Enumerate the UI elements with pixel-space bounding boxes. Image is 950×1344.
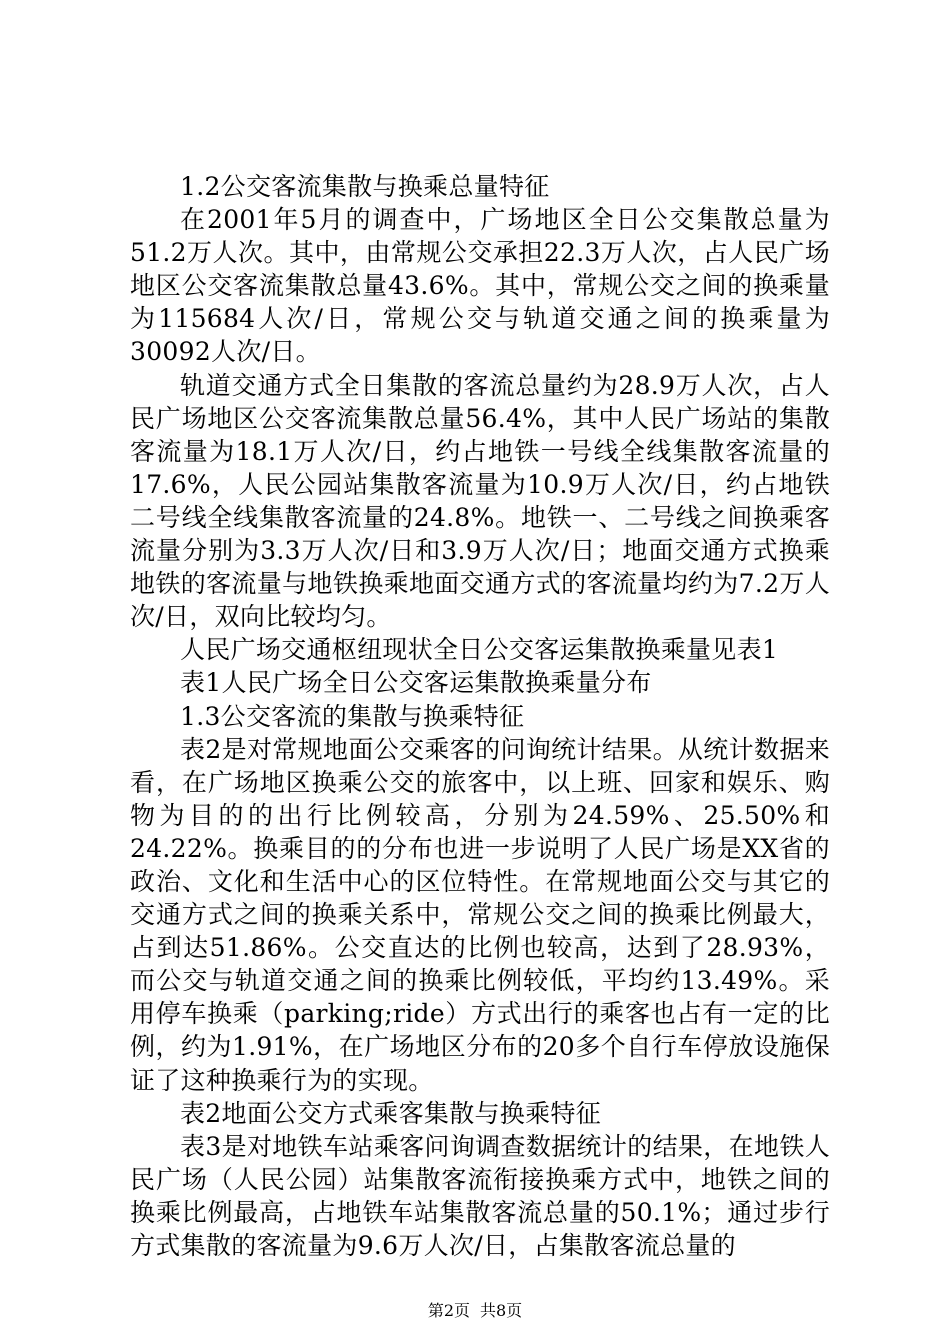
page-total: 共8页 — [480, 1301, 523, 1320]
paragraph: 表3是对地铁车站乘客问询调查数据统计的结果，在地铁人民广场（人民公园）站集散客流衔接换乘方式中，地铁之间的换乘比例最高，占地铁车站集散客流总量的50.1%；通过步行方式集散的客流量为9.6万人次/日，占集散客流总量的 — [130, 1131, 830, 1260]
document-body — [130, 170, 830, 1262]
table-caption: 表1人民广场全日公交客运集散换乘量分布 — [180, 668, 652, 698]
section-heading: 1.3公交客流的集散与换乘特征 — [180, 701, 525, 731]
page-footer — [0, 1298, 950, 1321]
page-number: 第2页 — [427, 1301, 470, 1320]
section-heading: 1.2公交客流集散与换乘总量特征 — [180, 172, 550, 201]
paragraph: 人民广场交通枢纽现状全日公交客运集散换乘量见表1 — [180, 635, 779, 665]
paragraph: 在2001年5月的调查中，广场地区全日公交集散总量为51.2万人次。其中，由常规公交承担22.3万人次，占人民广场地区公交客流集散总量43.6%。其中，常规公交之间的换乘量为115684人次/日，常规公交与轨道交通之间的换乘量为30092人次/日。 — [130, 205, 830, 367]
table-caption: 表2地面公交方式乘客集散与换乘特征 — [180, 1098, 602, 1128]
paragraph: 表2是对常规地面公交乘客的问询统计结果。从统计数据来看，在广场地区换乘公交的旅客中，以上班、回家和娱乐、购物为目的的出行比例较高，分别为24.59%、25.50%和24.22%。换乘目的的分布也进一步说明了人民广场是XX省的政治、文化和生活中心的区位特性。在常规地面公交与其它的交通方式之间的换乘关系中，常规公交之间的换乘比例最大，占到达51.86%。公交直达的比例也较高，达到了28.93%，而公交与轨道交通之间的换乘比例较低，平均约13.49%。采用停车换乘（parking;ride）方式出行的乘客也占有一定的比例，约为1.91%，在广场地区分布的20多个自行车停放设施保证了这种换乘行为的实现。 — [130, 734, 830, 1095]
paragraph: 轨道交通方式全日集散的客流总量约为28.9万人次，占人民广场地区公交客流集散总量56.4%，其中人民广场站的集散客流量为18.1万人次/日，约占地铁一号线全线集散客流量的17.6%，人民公园站集散客流量为10.9万人次/日，约占地铁二号线全线集散客流量的24.8%。地铁一、二号线之间换乘客流量分别为3.3万人次/日和3.9万人次/日；地面交通方式换乘地铁的客流量与地铁换乘地面交通方式的客流量均约为7.2万人次/日，双向比较均匀。 — [130, 370, 830, 632]
